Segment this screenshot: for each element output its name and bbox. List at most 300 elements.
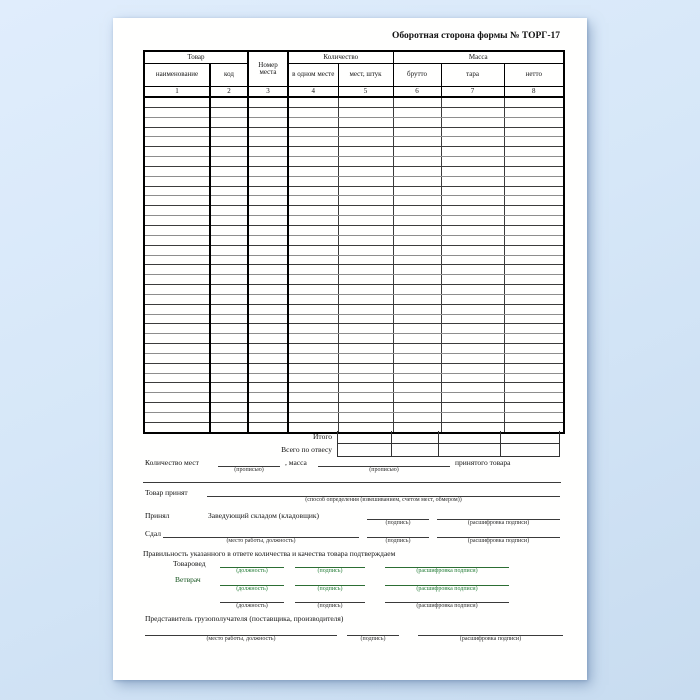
table-cell: [144, 275, 210, 285]
table-cell: [338, 334, 393, 344]
table-cell: [210, 176, 248, 186]
table-row: [144, 373, 564, 383]
table-cell: [288, 147, 338, 157]
prinyatogo-tovara-label: принятого товара: [455, 458, 511, 467]
table-cell: [248, 206, 288, 216]
table-cell: [441, 127, 504, 137]
table-cell: [393, 216, 441, 226]
table-cell: [338, 373, 393, 383]
extra-rasshifrovka-blank: [385, 594, 509, 609]
table-cell: [210, 314, 248, 324]
table-cell: [338, 413, 393, 423]
table-cell: [210, 196, 248, 206]
table-cell: [393, 334, 441, 344]
table-body: [144, 97, 564, 433]
tovaroved-rasshifrovka-blank: [385, 559, 509, 574]
table-cell: [248, 304, 288, 314]
vsego-po-otvesu-label: Всего по отвесу: [281, 445, 332, 454]
table-cell: [393, 157, 441, 167]
table-cell: [144, 117, 210, 127]
table-row: [144, 206, 564, 216]
table-cell: [144, 383, 210, 393]
torg17-table: [143, 50, 565, 434]
table-cell: [338, 275, 393, 285]
table-cell: [248, 166, 288, 176]
table-cell: [441, 314, 504, 324]
table-cell: [338, 206, 393, 216]
table-cell: [210, 324, 248, 334]
table-cell: [248, 314, 288, 324]
table-cell: [210, 304, 248, 314]
sposob-opredeleniya-caption: (способ определения (взвешиванием, счетом мест, обмером)): [305, 496, 462, 503]
table-cell: [288, 127, 338, 137]
table-cell: [338, 314, 393, 324]
table-cell: [210, 255, 248, 265]
table-cell: [144, 324, 210, 334]
table-cell: [441, 196, 504, 206]
col-num-1: 1: [144, 87, 210, 98]
col-num-4: 4: [288, 87, 338, 98]
table-row: [144, 265, 564, 275]
table-cell: [338, 383, 393, 393]
vetvrach-label: Ветврач: [175, 575, 201, 584]
table-cell: [504, 216, 564, 226]
confirmation-text: Правильность указанного в ответе количества и качества товара подтверждаем: [143, 549, 396, 558]
itogo-label: Итого: [313, 432, 332, 441]
table-cell: [504, 137, 564, 147]
table-cell: [248, 137, 288, 147]
table-row: [144, 157, 564, 167]
table-cell: [288, 186, 338, 196]
table-cell: [288, 196, 338, 206]
table-cell: [210, 127, 248, 137]
rasshifrovka-caption: (расшифровка подписи): [416, 567, 478, 574]
table-cell: [288, 275, 338, 285]
table-cell: [441, 285, 504, 295]
table-cell: [338, 304, 393, 314]
col-num-8: 8: [504, 87, 564, 98]
table-cell: [338, 186, 393, 196]
sdal-label: Сдал: [145, 529, 161, 538]
table-cell: [338, 157, 393, 167]
tovaroved-podpis-blank: [295, 559, 365, 574]
page-title: Оборотная сторона формы № ТОРГ-17: [392, 31, 560, 41]
table-cell: [144, 255, 210, 265]
table-row: [144, 176, 564, 186]
table-cell: [393, 137, 441, 147]
table-cell: [504, 363, 564, 373]
table-cell: [248, 117, 288, 127]
table-cell: [288, 137, 338, 147]
table-cell: [504, 225, 564, 235]
table-cell: [288, 304, 338, 314]
table-cell: [393, 403, 441, 413]
table-cell: [393, 176, 441, 186]
table-cell: [144, 147, 210, 157]
dolzhnost-caption: (должность): [236, 585, 268, 592]
table-cell: [248, 186, 288, 196]
table-cell: [441, 166, 504, 176]
table-cell: [288, 285, 338, 295]
total-cell: [391, 431, 439, 444]
header-massa: Масса: [393, 51, 564, 64]
table-cell: [248, 225, 288, 235]
table-cell: [248, 275, 288, 285]
table-cell: [504, 255, 564, 265]
table-cell: [210, 334, 248, 344]
header-kod: код: [210, 64, 248, 87]
rasshifrovka-caption: (расшифровка подписи): [467, 519, 530, 526]
table-cell: [441, 403, 504, 413]
table-cell: [144, 97, 210, 107]
table-cell: [504, 353, 564, 363]
table-cell: [441, 206, 504, 216]
table-cell: [248, 344, 288, 354]
table-cell: [393, 373, 441, 383]
prinyal-label: Принял: [145, 511, 170, 520]
table-cell: [393, 363, 441, 373]
table-row: [144, 147, 564, 157]
total-cell: [500, 444, 560, 457]
table-cell: [441, 176, 504, 186]
table-cell: [441, 304, 504, 314]
table-cell: [210, 373, 248, 383]
prinyal-rasshifrovka-blank: [437, 511, 560, 526]
table-row: [144, 196, 564, 206]
table-cell: [504, 275, 564, 285]
table-cell: [338, 285, 393, 295]
table-cell: [504, 166, 564, 176]
predstavitel-rasshifrovka-blank: [418, 627, 563, 642]
table-cell: [248, 157, 288, 167]
table-cell: [338, 196, 393, 206]
table-cell: [338, 147, 393, 157]
table-row: [144, 393, 564, 403]
table-cell: [288, 225, 338, 235]
table-cell: [393, 275, 441, 285]
table-cell: [338, 344, 393, 354]
table-cell: [504, 285, 564, 295]
table-cell: [248, 97, 288, 107]
table-row: [144, 245, 564, 255]
table-cell: [441, 413, 504, 423]
table-cell: [393, 127, 441, 137]
table-cell: [248, 176, 288, 186]
table-cell: [144, 137, 210, 147]
table-cell: [210, 363, 248, 373]
table-cell: [288, 344, 338, 354]
zaveduyushchiy-label: Заведующий складом (кладовщик): [208, 511, 319, 520]
table-cell: [144, 363, 210, 373]
table-cell: [393, 383, 441, 393]
table-cell: [393, 107, 441, 117]
table-cell: [393, 206, 441, 216]
table-cell: [504, 344, 564, 354]
table-cell: [338, 294, 393, 304]
table-cell: [248, 294, 288, 304]
form-page: [113, 18, 587, 680]
table-cell: [210, 245, 248, 255]
podpis-caption: (подпись): [385, 519, 411, 526]
totals-row-vsego: [143, 444, 563, 457]
total-cell: [337, 444, 392, 457]
table-cell: [210, 294, 248, 304]
tovar-prinyat-label: Товар принят: [145, 488, 188, 497]
table-cell: [210, 147, 248, 157]
table-cell: [393, 255, 441, 265]
table-cell: [288, 334, 338, 344]
table-cell: [144, 196, 210, 206]
table-cell: [338, 245, 393, 255]
table-cell: [288, 383, 338, 393]
col-num-6: 6: [393, 87, 441, 98]
table-cell: [210, 413, 248, 423]
dolzhnost-caption: (должность): [236, 602, 268, 609]
table-row: [144, 304, 564, 314]
table-cell: [210, 206, 248, 216]
table-cell: [504, 97, 564, 107]
rasshifrovka-caption: (расшифровка подписи): [459, 635, 522, 642]
table-cell: [248, 393, 288, 403]
table-cell: [248, 363, 288, 373]
header-kolichestvo: Количество: [288, 51, 393, 64]
table-cell: [338, 166, 393, 176]
table-row: [144, 413, 564, 423]
table-cell: [288, 166, 338, 176]
table-cell: [504, 314, 564, 324]
table-cell: [338, 363, 393, 373]
table-cell: [144, 294, 210, 304]
table-row: [144, 235, 564, 245]
totals-block: [143, 431, 563, 457]
table-cell: [288, 403, 338, 413]
table-cell: [441, 117, 504, 127]
table-cell: [210, 235, 248, 245]
table-row: [144, 216, 564, 226]
table-cell: [144, 344, 210, 354]
table-cell: [441, 363, 504, 373]
total-cell: [391, 444, 439, 457]
table-cell: [210, 107, 248, 117]
table-cell: [338, 235, 393, 245]
table-cell: [393, 314, 441, 324]
table-row: [144, 344, 564, 354]
table-cell: [210, 97, 248, 107]
table-cell: [504, 393, 564, 403]
table-cell: [393, 353, 441, 363]
table-cell: [248, 403, 288, 413]
table-cell: [338, 393, 393, 403]
table-cell: [338, 127, 393, 137]
table-cell: [504, 196, 564, 206]
table-cell: [144, 413, 210, 423]
table-cell: [248, 285, 288, 295]
table-cell: [288, 255, 338, 265]
table-cell: [441, 324, 504, 334]
table-cell: [144, 334, 210, 344]
table-cell: [504, 304, 564, 314]
table-cell: [441, 225, 504, 235]
table-cell: [441, 275, 504, 285]
table-cell: [338, 137, 393, 147]
table-cell: [210, 157, 248, 167]
table-cell: [441, 393, 504, 403]
table-cell: [144, 157, 210, 167]
podpis-caption: (подпись): [385, 537, 411, 544]
table-cell: [504, 403, 564, 413]
table-row: [144, 294, 564, 304]
column-numbers-row: [144, 87, 564, 98]
table-cell: [393, 294, 441, 304]
header-mest-shtuk: мест, штук: [338, 64, 393, 87]
table-cell: [144, 373, 210, 383]
table-cell: [288, 157, 338, 167]
propisyu-caption-2: (прописью): [369, 466, 399, 473]
table-cell: [393, 147, 441, 157]
table-header: [144, 51, 564, 97]
table-cell: [504, 117, 564, 127]
table-cell: [210, 265, 248, 275]
table-cell: [441, 235, 504, 245]
table-cell: [338, 255, 393, 265]
table-cell: [393, 166, 441, 176]
table-cell: [441, 353, 504, 363]
table-cell: [393, 235, 441, 245]
tovar-prinyat-blank: [207, 488, 560, 503]
header-v-odnom-meste: в одном месте: [288, 64, 338, 87]
sdal-rasshifrovka-blank: [437, 529, 560, 544]
table-row: [144, 314, 564, 324]
header-tara: тара: [441, 64, 504, 87]
table-cell: [441, 186, 504, 196]
table-cell: [393, 265, 441, 275]
table-cell: [248, 196, 288, 206]
extra-podpis-blank: [295, 594, 365, 609]
table-cell: [288, 265, 338, 275]
table-cell: [504, 235, 564, 245]
table-cell: [441, 265, 504, 275]
table-cell: [210, 137, 248, 147]
header-netto: нетто: [504, 64, 564, 87]
col-num-2: 2: [210, 87, 248, 98]
table-cell: [248, 265, 288, 275]
table-cell: [248, 235, 288, 245]
table-cell: [393, 97, 441, 107]
table-cell: [504, 206, 564, 216]
table-cell: [288, 353, 338, 363]
total-cell: [500, 431, 560, 444]
table-cell: [144, 166, 210, 176]
table-cell: [144, 304, 210, 314]
table-row: [144, 166, 564, 176]
table-cell: [144, 216, 210, 226]
table-cell: [504, 334, 564, 344]
table-cell: [441, 344, 504, 354]
table-cell: [393, 245, 441, 255]
table-cell: [144, 127, 210, 137]
table-cell: [504, 373, 564, 383]
table-cell: [338, 97, 393, 107]
table-row: [144, 255, 564, 265]
table-cell: [210, 275, 248, 285]
table-cell: [210, 403, 248, 413]
separator-line: [143, 482, 561, 483]
table-cell: [210, 225, 248, 235]
vsego-cells: [337, 444, 560, 457]
table-row: [144, 107, 564, 117]
table-cell: [504, 245, 564, 255]
total-cell: [438, 444, 501, 457]
itogo-cells: [337, 431, 560, 444]
table-cell: [210, 383, 248, 393]
table-cell: [210, 166, 248, 176]
col-num-3: 3: [248, 87, 288, 98]
table-cell: [248, 147, 288, 157]
propisyu-caption-1: (прописью): [234, 466, 264, 473]
table-cell: [441, 245, 504, 255]
dolzhnost-caption: (должность): [236, 567, 268, 574]
table-cell: [393, 413, 441, 423]
table-cell: [288, 117, 338, 127]
table-cell: [504, 265, 564, 275]
table-cell: [504, 147, 564, 157]
totals-row-itogo: [143, 431, 563, 444]
table-cell: [210, 117, 248, 127]
table-cell: [248, 413, 288, 423]
table-cell: [144, 176, 210, 186]
vetvrach-rasshifrovka-blank: [385, 577, 509, 592]
header-brutto: брутто: [393, 64, 441, 87]
table-cell: [338, 403, 393, 413]
massa-label: , масса: [285, 458, 307, 467]
sdal-mesto-blank: [163, 529, 359, 544]
podpis-caption: (подпись): [317, 567, 343, 574]
table-cell: [393, 324, 441, 334]
header-tovar: Товар: [144, 51, 248, 64]
qty-mest-label: Количество мест: [145, 458, 199, 467]
table-row: [144, 186, 564, 196]
table-cell: [248, 255, 288, 265]
table-row: [144, 324, 564, 334]
table-cell: [210, 285, 248, 295]
table-cell: [144, 245, 210, 255]
table-cell: [210, 393, 248, 403]
table-cell: [144, 235, 210, 245]
table-cell: [288, 245, 338, 255]
table-row: [144, 353, 564, 363]
table-cell: [248, 216, 288, 226]
table-cell: [288, 314, 338, 324]
table-cell: [338, 117, 393, 127]
table-cell: [338, 324, 393, 334]
tovaroved-label: Товаровед: [173, 559, 206, 568]
table-cell: [210, 216, 248, 226]
predstavitel-label: Представитель грузополучателя (поставщика, производителя): [145, 614, 344, 623]
rasshifrovka-caption: (расшифровка подписи): [467, 537, 530, 544]
table-row: [144, 137, 564, 147]
table-cell: [144, 353, 210, 363]
qty-mest-blank: [218, 458, 280, 473]
table-cell: [441, 137, 504, 147]
table-cell: [210, 353, 248, 363]
table-cell: [504, 127, 564, 137]
table-cell: [288, 216, 338, 226]
table-cell: [210, 344, 248, 354]
table-cell: [504, 324, 564, 334]
table-cell: [210, 186, 248, 196]
table-cell: [441, 334, 504, 344]
table-cell: [144, 314, 210, 324]
